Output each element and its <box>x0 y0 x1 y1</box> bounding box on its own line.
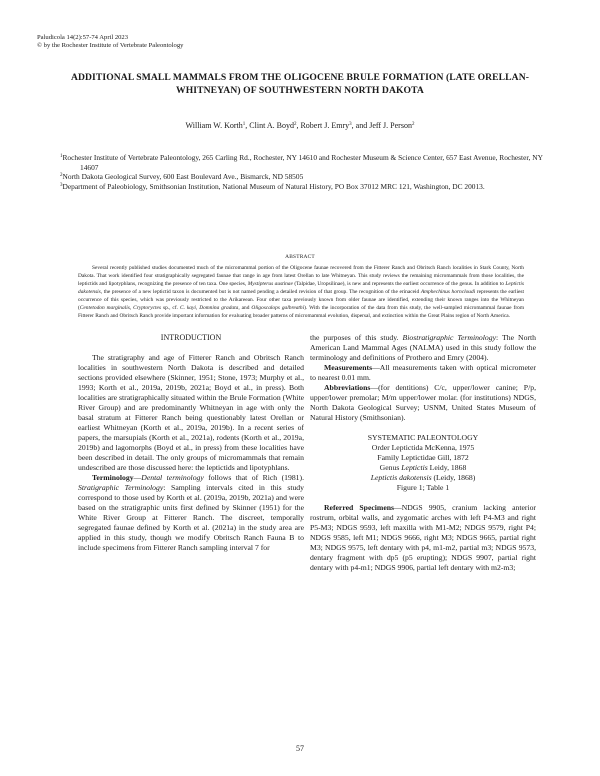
affiliation-text: Rochester Institute of Vertebrate Paleontology, 265 Carling Rd., Rochester, NY 14610 and Rochester Museum & Science Center, 657 East Avenue, Rochester, NY 14607 <box>62 153 543 172</box>
continued-text: the purposes of this study. <box>310 333 403 342</box>
abstract-segment: , the presence of a new leptictid taxon is documented but is not named pending a detailed revision of that group. The recognition of the erinaceid <box>100 289 421 296</box>
author-affil-mark: 3 <box>349 122 352 127</box>
author: Jeff J. Person <box>369 121 412 130</box>
affiliation-mark: 1 <box>60 154 63 159</box>
terminology-label: Terminology <box>92 473 134 482</box>
author-affil-mark: 2 <box>293 122 297 127</box>
affiliation-mark: 2 <box>60 173 63 179</box>
abstract-segment: ). With the incorporation of the data from this study, the well-sampled micromammal faunae from Fitterer Ranch and Obritsch Ranch provide important information for evaluating broader patterns of micromammal evolution, dispersal, and extinction within the Great Plains region of North America. <box>78 305 525 320</box>
abstract-taxon: Centetodon marginalis, Cryptoryctes <box>79 305 161 312</box>
author: Robert J. Emry <box>300 121 350 130</box>
journal-copyright: © by the Rochester Institute of Vertebrate Paleontology <box>37 42 184 50</box>
affiliation-mark: 3 <box>60 182 63 188</box>
terminology-text: : Sampling intervals cited in this study correspond to those used by Korth et al. (2019a, 2019b, 2021a) and were based on the stratigraphic units first defined by Skinner (1951) for the White River Group at Fitterer Ranch. The discreet, temporally segregated faunae defined by Korth et al. (2021a) in the study area are applied in this study, though we modify Obritsch Ranch Fauna B to include specimens from Fitterer Ranch sampling interval 7 for <box>78 483 304 552</box>
abbreviations-label: Abbreviations <box>324 383 371 392</box>
introduction-paragraph: The stratigraphy and age of Fitterer Ranch and Obritsch Ranch localities in southwestern North Dakota is described and detailed sections provided elsewhere (Skinner, 1951; Stone, 1973; Murphy et al., 1993; Korth et al., 2019a, 2019b, 2021a; Boyd et al., in press). Both localities are stratigraphically situated within the Brule Formation (White River Group) and are predominantly Whitneyan in age with only the basal stratum at Fitterer Ranch being questionably latest Orellan or earliest Whitneyan (Korth et al., 2019a, 2019b). In a recent series of papers, the marsupials (Korth et al., 2021a), rodents (Korth et al., 2019a, 2019b) and lagomorphs (Boyd et al., in press) from these localities have been described in detail. The only groups of micromammals that remain undescribed are those discussed here: the leptictids and lipotyphlans. <box>78 353 304 472</box>
abstract-taxon: C. kayi, Domnina gradata, <box>179 305 240 312</box>
abstract-taxon: Amphechinus horncloudi <box>420 289 476 296</box>
affiliation-item <box>60 182 546 192</box>
affiliation-item <box>60 172 546 182</box>
figure-reference: Figure 1; Table 1 <box>396 483 450 492</box>
abstract-segment: sp., cf. <box>160 305 180 312</box>
measurements-label: Measurements <box>324 363 373 372</box>
journal-citation: Paludicola 14(2):57-74 April 2023 <box>37 34 129 41</box>
taxon-family: Family Leptictidae Gill, 1872 <box>377 453 469 462</box>
author-list: William W. Korth$^1$, Clint A. Boyd$^2$, Robert J. Emry$^3$, and Jeff J. Person$^2$ <box>185 121 415 130</box>
measurements-text: —All measurements taken with optical micrometer to nearest 0.01 mm. <box>310 363 536 382</box>
species-author: (Leidy, 1868) <box>431 473 476 482</box>
terminology-paragraph <box>78 473 304 553</box>
dental-terminology-term: Dental terminology <box>141 473 204 482</box>
abstract-segment: Several recently published studies documented much of the micromammal portion of the Oligocene faunae recovered from the Fitterer Ranch and Obritsch Ranch localities in Stark County, North Dakota. That work identified four stratigraphically segregated faunae that range in age from latest Orellan to late Whitneyan. This study reviews the remaining micromammals from those localities, the leptictids and lipotyphlans, recognizing the presence of ten taxa. One species, <box>78 265 524 288</box>
referred-specimens-paragraph <box>310 503 536 573</box>
article-title: ADDITIONAL SMALL MAMMALS FROM THE OLIGOCENE BRULE FORMATION (LATE ORELLAN-WHITNEYAN) OF SOUTHWESTERN NORTH DAKOTA <box>70 72 530 96</box>
right-column <box>310 333 536 573</box>
referred-specimens-text: —NDGS 9905, cranium lacking anterior rostrum, orbital walls, and zygomatic arches with left P4-M3 and right P5-M3; NDGS 9593, left maxilla with M1-M2; NDGS 9579, right P4; NDGS 9585, left M1; NDGS 9666, right M3; NDGS 9665, partial right M3; NDGS 9575, left dentary with p4, m1-m2, partial m3; NDGS 9573, dentary fragment with dp5 (p5 erupting); NDGS 9907, partial right dentary with p4-m1; NDGS 9906, partial left dentary with m2-m3; <box>310 503 536 572</box>
systematic-heading: SYSTEMATIC PALEONTOLOGY <box>367 433 479 442</box>
affiliations <box>60 153 546 191</box>
author-affil-mark: 1 <box>242 122 246 127</box>
left-column <box>78 333 304 553</box>
affiliation-text: Department of Paleobiology, Smithsonian Institution, National Museum of Natural History, PO Box 37012 MRC 121, Washington, DC 20013. <box>62 181 485 191</box>
abstract-segment: (Talpidae, Uropsilinae), is new and represents the earliest occurrence of the genus. In addition to <box>292 281 506 288</box>
genus-author: Leidy, 1868 <box>427 463 467 472</box>
abstract-taxon: Oligoscalops galbreathi <box>251 305 305 312</box>
abbreviations-paragraph <box>310 383 536 423</box>
stratigraphic-terminology-term: Stratigraphic Terminology <box>78 483 164 492</box>
author-affil-mark: 2 <box>411 122 415 127</box>
taxon-species <box>310 473 536 483</box>
biostratigraphic-term: Biostratigraphic Terminology <box>402 333 496 342</box>
abstract-segment: and <box>239 305 252 312</box>
taxon-genus <box>310 463 536 473</box>
continued-text: : The North American Land Mammal Ages (NALMA) used in this study follow the terminology and definitions of Prothero and Emry (2004). <box>310 333 536 362</box>
taxon-order: Order Leptictida McKenna, 1975 <box>371 443 475 452</box>
page-number: 57 <box>296 744 304 753</box>
terminology-dash: — <box>133 473 142 482</box>
genus-label: Genus <box>379 463 402 472</box>
species-name: Leptictis dakotensis <box>370 473 432 482</box>
abstract-segment: represents the earliest occurrence of this species, which was previously restricted to the Arikareean. Four other taxa previously known from older faunae are identified, extending their known ranges into the Whitneyan ( <box>78 289 524 312</box>
abstract-heading: ABSTRACT <box>285 254 315 260</box>
terminology-text: follows that of Rich (1981). <box>203 473 304 482</box>
measurements-paragraph <box>310 363 536 383</box>
continued-paragraph <box>310 333 536 363</box>
affiliation-text: North Dakota Geological Survey, 600 East Boulevard Ave., Bismarck, ND 58505 <box>62 172 304 182</box>
abstract-text <box>78 264 524 320</box>
introduction-heading: INTRODUCTION <box>160 333 222 342</box>
referred-specimens-label: Referred Specimens <box>324 503 394 512</box>
genus-name: Leptictis <box>401 463 428 472</box>
affiliation-item <box>60 153 546 172</box>
journal-header <box>37 34 183 50</box>
abstract-taxon: Leptictis dakotensis <box>78 281 524 296</box>
abstract-taxon: Mystipterus austinae <box>247 281 293 288</box>
author: William W. Korth <box>185 121 243 130</box>
abbreviations-text: —(for dentitions) C/c, upper/lower canine; P/p, upper/lower premolar; M/m upper/lower molar. (for institutions) NDGS, North Dakota Geological Survey; USNM, United States Museum of Natural History (Smithsonian). <box>310 383 536 422</box>
author: Clint A. Boyd <box>249 121 294 130</box>
